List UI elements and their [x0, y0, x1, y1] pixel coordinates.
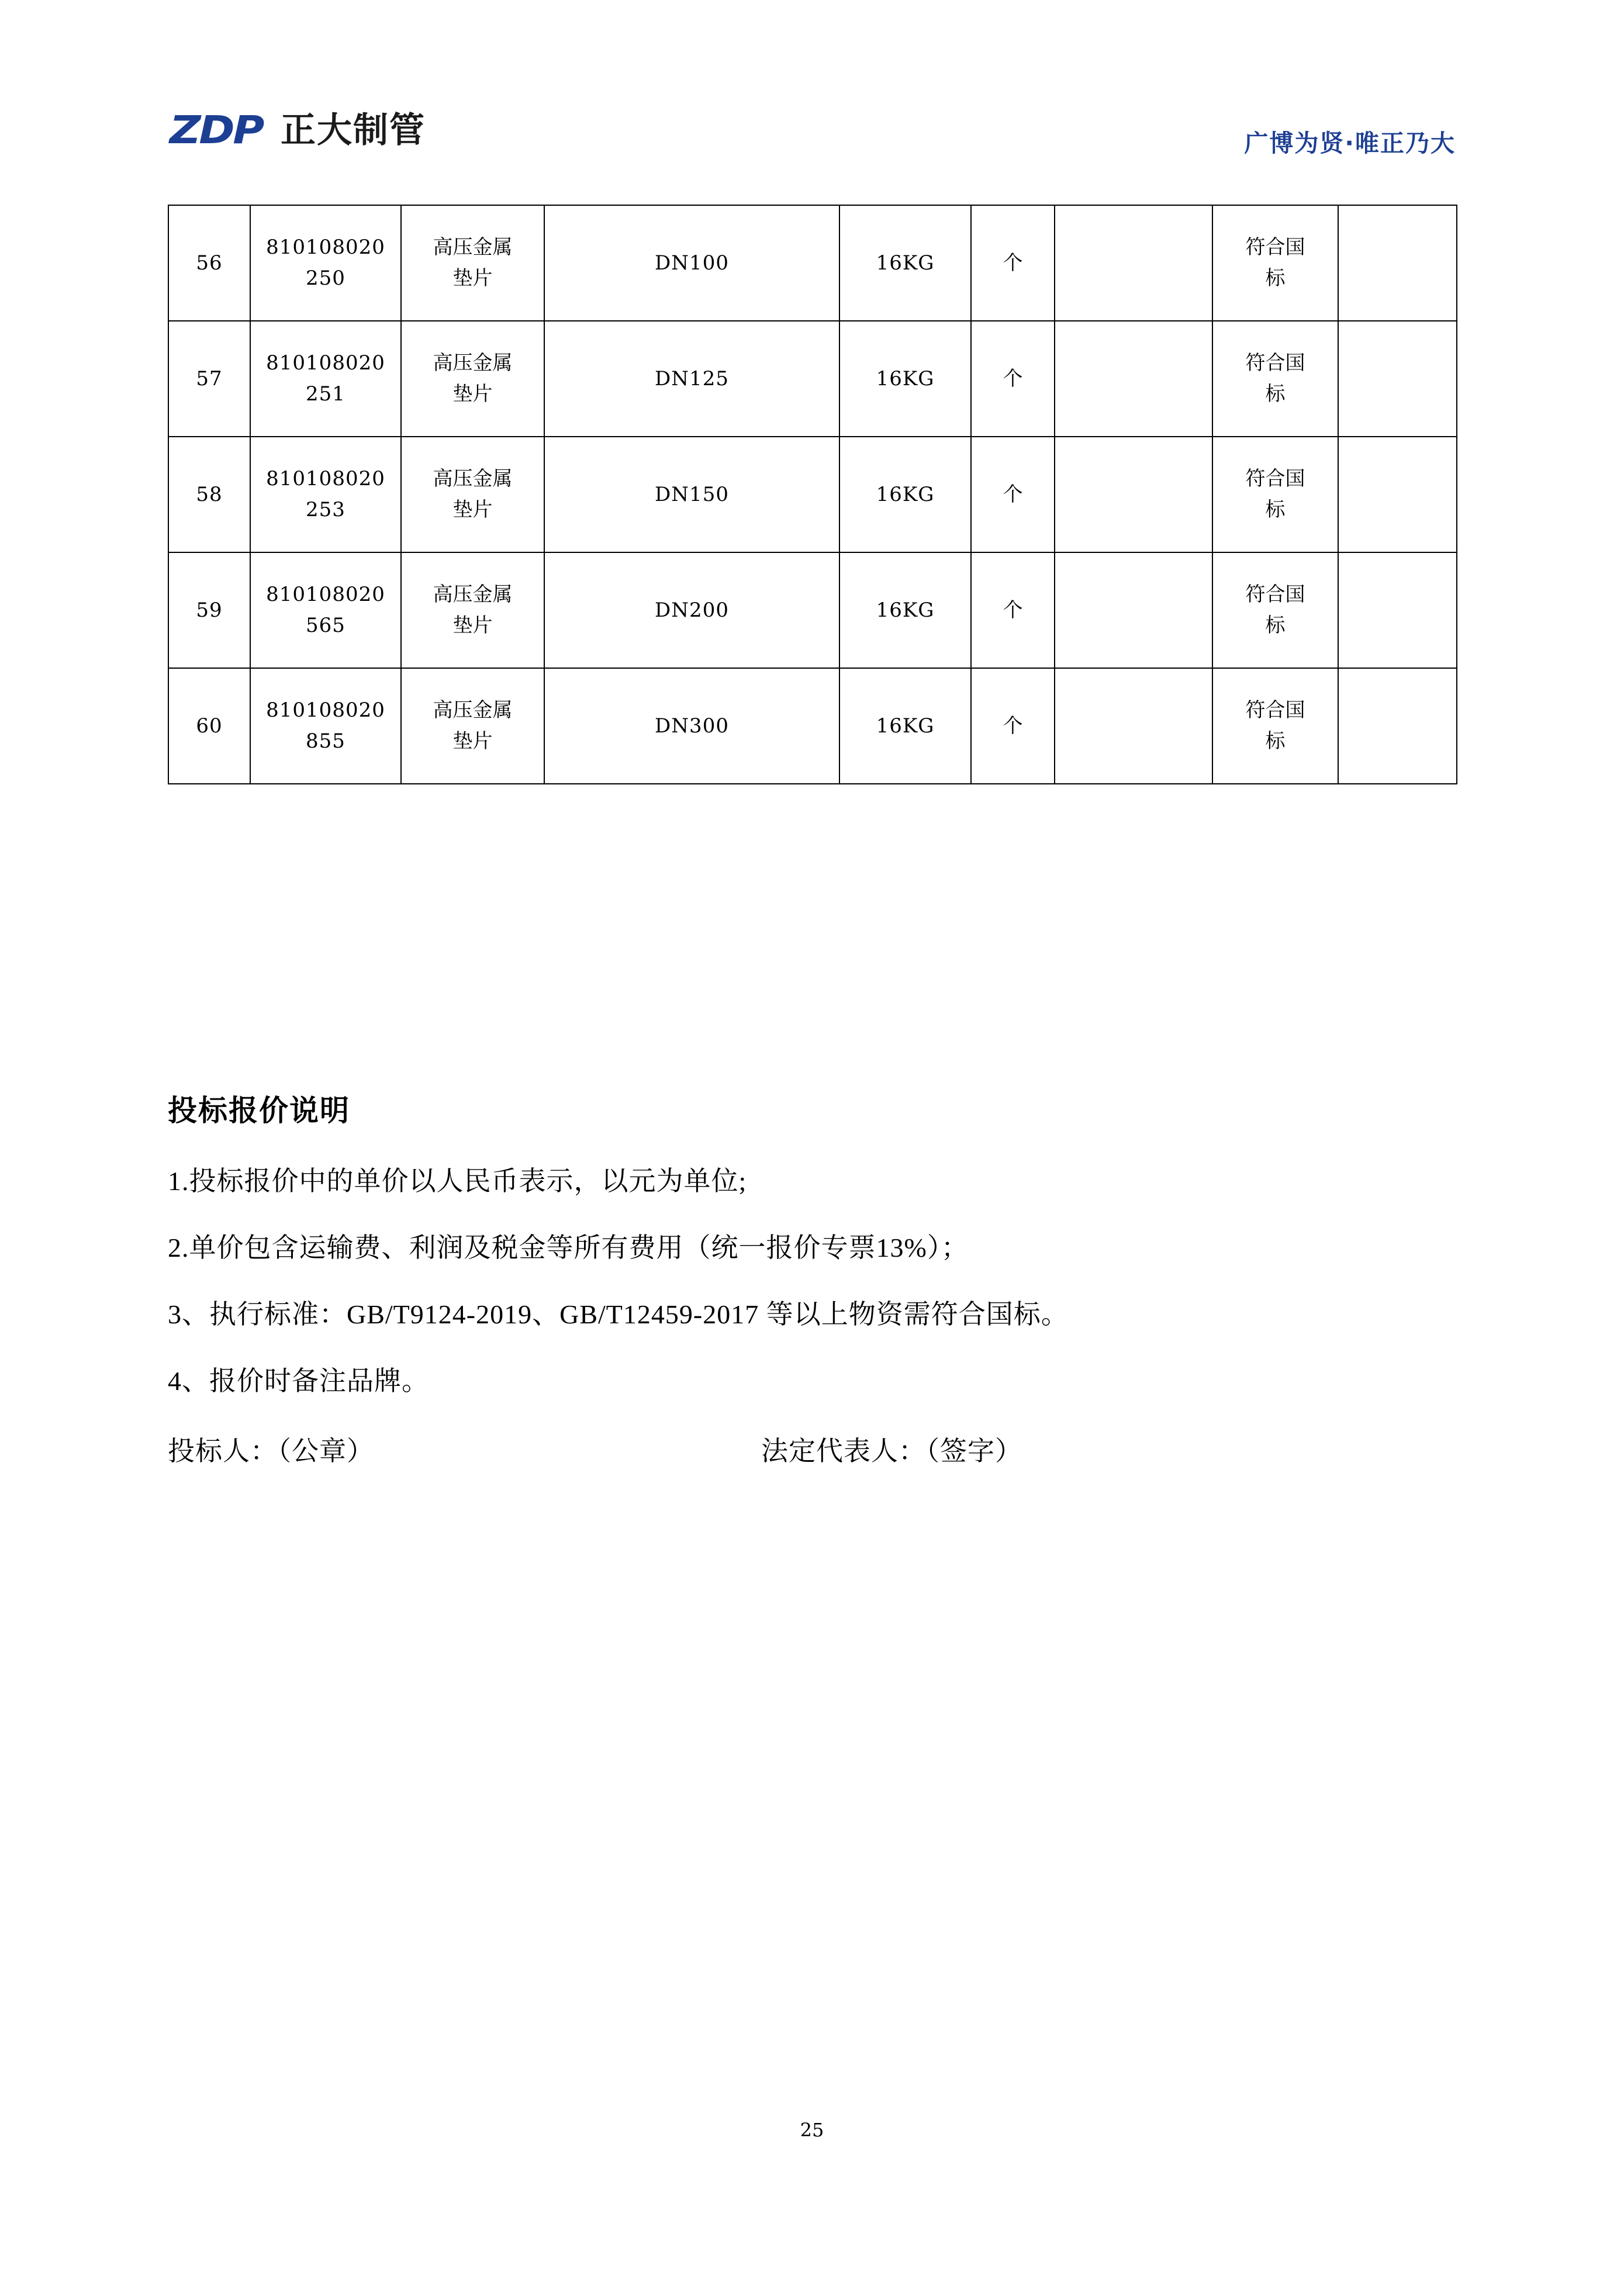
logo-company-name: 正大制管	[281, 110, 426, 151]
cell-code-line2: 251	[306, 382, 345, 406]
cell-standard-line2: 标	[1265, 614, 1286, 637]
table-row	[168, 437, 1457, 552]
cell-no: 59	[168, 552, 250, 668]
cell-remark	[1338, 668, 1457, 784]
cell-name-line2: 垫片	[452, 614, 493, 637]
cell-name	[401, 437, 544, 552]
cell-unit: 个	[971, 552, 1055, 668]
cell-code-line1: 810108020	[266, 467, 385, 491]
signature-legal-representative: 法定代表人：（签字）	[761, 1436, 1022, 1467]
cell-quantity	[1055, 321, 1212, 437]
cell-code-line1: 810108020	[266, 351, 385, 375]
cell-name-line1: 高压金属	[433, 236, 513, 260]
cell-quantity	[1055, 552, 1212, 668]
cell-code	[250, 205, 401, 321]
cell-code-line1: 810108020	[266, 236, 385, 260]
note-item-1: 1.投标报价中的单价以人民币表示，以元为单位;	[168, 1166, 747, 1196]
cell-code-line1: 810108020	[266, 699, 385, 722]
company-logo	[170, 108, 426, 153]
page-number: 25	[800, 2119, 824, 2141]
cell-standard-line1: 符合国	[1245, 467, 1305, 491]
cell-quantity	[1055, 205, 1212, 321]
note-item-4: 4、报价时备注品牌。	[168, 1366, 429, 1396]
cell-code-line2: 250	[306, 267, 345, 290]
note-item-2: 2.单价包含运输费、利润及税金等所有费用（统一报价专票13%）；	[168, 1233, 969, 1263]
company-slogan: 广博为贤·唯正乃大	[1244, 129, 1456, 157]
note-item-3: 3、执行标准：GB/T9124-2019、GB/T12459-2017 等以上物资需符合国标。	[168, 1299, 1069, 1330]
cell-pressure: 16KG	[839, 552, 971, 668]
cell-standard-line2: 标	[1265, 382, 1286, 406]
table-row	[168, 321, 1457, 437]
cell-name	[401, 668, 544, 784]
cell-pressure: 16KG	[839, 321, 971, 437]
cell-pressure: 16KG	[839, 668, 971, 784]
cell-no: 57	[168, 321, 250, 437]
cell-code	[250, 668, 401, 784]
cell-name-line1: 高压金属	[433, 351, 513, 375]
cell-no: 60	[168, 668, 250, 784]
cell-spec: DN150	[544, 437, 839, 552]
cell-code-line1: 810108020	[266, 583, 385, 607]
cell-no: 58	[168, 437, 250, 552]
cell-remark	[1338, 437, 1457, 552]
cell-name-line1: 高压金属	[433, 583, 513, 607]
cell-quantity	[1055, 437, 1212, 552]
cell-standard-line1: 符合国	[1245, 351, 1305, 375]
cell-unit: 个	[971, 205, 1055, 321]
cell-standard-line1: 符合国	[1245, 236, 1305, 260]
table-row	[168, 552, 1457, 668]
cell-pressure: 16KG	[839, 205, 971, 321]
cell-name-line2: 垫片	[452, 267, 493, 290]
table-row	[168, 205, 1457, 321]
cell-spec: DN125	[544, 321, 839, 437]
document-header	[170, 108, 1456, 175]
cell-standard	[1212, 437, 1338, 552]
cell-standard-line1: 符合国	[1245, 699, 1305, 722]
materials-table	[168, 205, 1457, 784]
signature-row	[168, 1430, 1477, 1471]
logo-mark-text: ZDP	[170, 108, 263, 153]
cell-standard	[1212, 668, 1338, 784]
cell-code-line2: 855	[306, 729, 345, 753]
cell-name	[401, 205, 544, 321]
cell-code-line2: 253	[306, 498, 345, 521]
cell-quantity	[1055, 668, 1212, 784]
cell-code	[250, 437, 401, 552]
bid-price-notes	[168, 1087, 1477, 1471]
cell-unit: 个	[971, 668, 1055, 784]
cell-name-line2: 垫片	[452, 382, 493, 406]
cell-standard	[1212, 205, 1338, 321]
cell-code	[250, 321, 401, 437]
cell-name	[401, 321, 544, 437]
cell-unit: 个	[971, 437, 1055, 552]
cell-name-line1: 高压金属	[433, 467, 513, 491]
cell-remark	[1338, 552, 1457, 668]
cell-name-line2: 垫片	[452, 729, 493, 753]
table-row	[168, 668, 1457, 784]
cell-pressure: 16KG	[839, 437, 971, 552]
cell-unit: 个	[971, 321, 1055, 437]
cell-remark	[1338, 321, 1457, 437]
cell-name-line1: 高压金属	[433, 699, 513, 722]
cell-spec: DN100	[544, 205, 839, 321]
cell-no: 56	[168, 205, 250, 321]
cell-standard	[1212, 552, 1338, 668]
notes-title: 投标报价说明	[168, 1094, 350, 1127]
cell-remark	[1338, 205, 1457, 321]
cell-spec: DN200	[544, 552, 839, 668]
cell-name	[401, 552, 544, 668]
signature-bidder: 投标人：（公章）	[168, 1436, 374, 1467]
cell-standard-line2: 标	[1265, 498, 1286, 521]
cell-standard-line1: 符合国	[1245, 583, 1305, 607]
cell-name-line2: 垫片	[452, 498, 493, 521]
cell-code-line2: 565	[306, 614, 345, 637]
cell-code	[250, 552, 401, 668]
cell-spec: DN300	[544, 668, 839, 784]
cell-standard	[1212, 321, 1338, 437]
cell-standard-line2: 标	[1265, 267, 1286, 290]
cell-standard-line2: 标	[1265, 729, 1286, 753]
